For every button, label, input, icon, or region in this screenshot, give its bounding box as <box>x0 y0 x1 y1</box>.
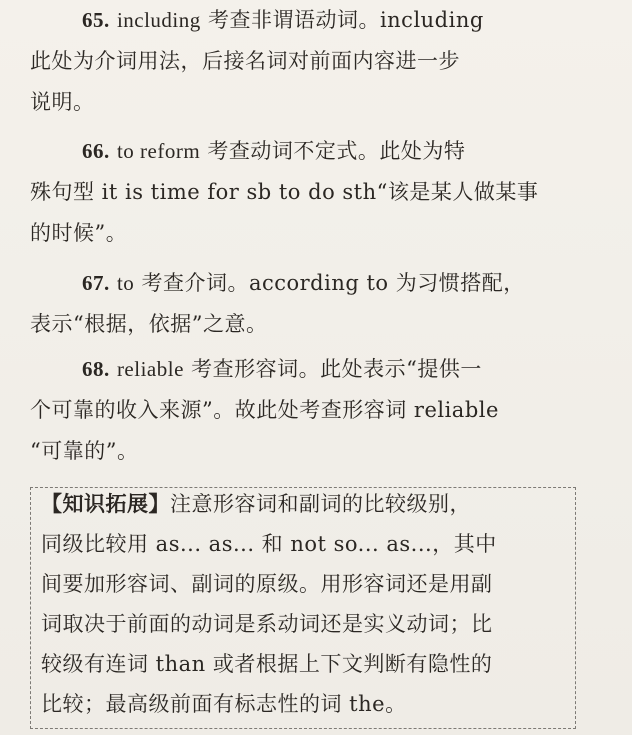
explanation-text: 考查介词。according to 为习惯搭配， <box>134 271 525 295</box>
item-65-line-1 <box>30 0 590 41</box>
answer-word: reliable <box>116 357 184 381</box>
item-65-line-3: 说明。 <box>30 90 95 114</box>
item-65 <box>30 0 590 123</box>
knowledge-line-4: 词取决于前面的动词是系动词还是实义动词；比 <box>41 612 493 636</box>
knowledge-line-6: 比较；最高级前面有标志性的词 the。 <box>41 692 407 716</box>
explanation-text: 考查动词不定式。此处为特 <box>200 139 466 163</box>
knowledge-line-3: 间要加形容词、副词的原级。用形容词还是用副 <box>41 572 493 596</box>
explanation-text: 考查非谓语动词。including <box>200 8 484 32</box>
knowledge-extension-box <box>30 487 576 729</box>
item-number: 65. <box>82 8 110 32</box>
knowledge-heading: 【知识拓展】 <box>41 491 170 516</box>
item-67-line-1 <box>30 263 590 304</box>
answer-word: to <box>116 271 135 295</box>
item-67 <box>30 263 590 345</box>
knowledge-line-5: 较级有连词 than 或者根据上下文判断有隐性的 <box>41 652 493 676</box>
item-68-line-1 <box>30 349 590 390</box>
item-68 <box>30 349 590 472</box>
item-65-line-2: 此处为介词用法，后接名词对前面内容进一步 <box>30 49 460 73</box>
explanation-text: 考查形容词。此处表示“提供一 <box>183 357 482 381</box>
knowledge-line-1 <box>41 484 565 524</box>
item-66-line-2: 殊句型 it is time for sb to do sth“该是某人做某事 <box>30 180 539 204</box>
item-number: 66. <box>82 139 110 163</box>
answer-word: to reform <box>116 139 201 163</box>
answer-word: including <box>116 8 201 32</box>
item-66-line-3: 的时候”。 <box>30 221 128 245</box>
item-number: 68. <box>82 357 110 381</box>
knowledge-line-2: 同级比较用 as... as... 和 not so... as...，其中 <box>41 532 497 556</box>
item-number: 67. <box>82 271 110 295</box>
item-66-line-1 <box>30 131 590 172</box>
item-68-line-3: “可靠的”。 <box>30 439 139 463</box>
item-67-line-2: 表示“根据，依据”之意。 <box>30 312 268 336</box>
item-68-line-2: 个可靠的收入来源”。故此处考查形容词 reliable <box>30 398 499 422</box>
item-66 <box>30 131 590 254</box>
knowledge-text: 注意形容词和副词的比较级别， <box>170 492 471 516</box>
